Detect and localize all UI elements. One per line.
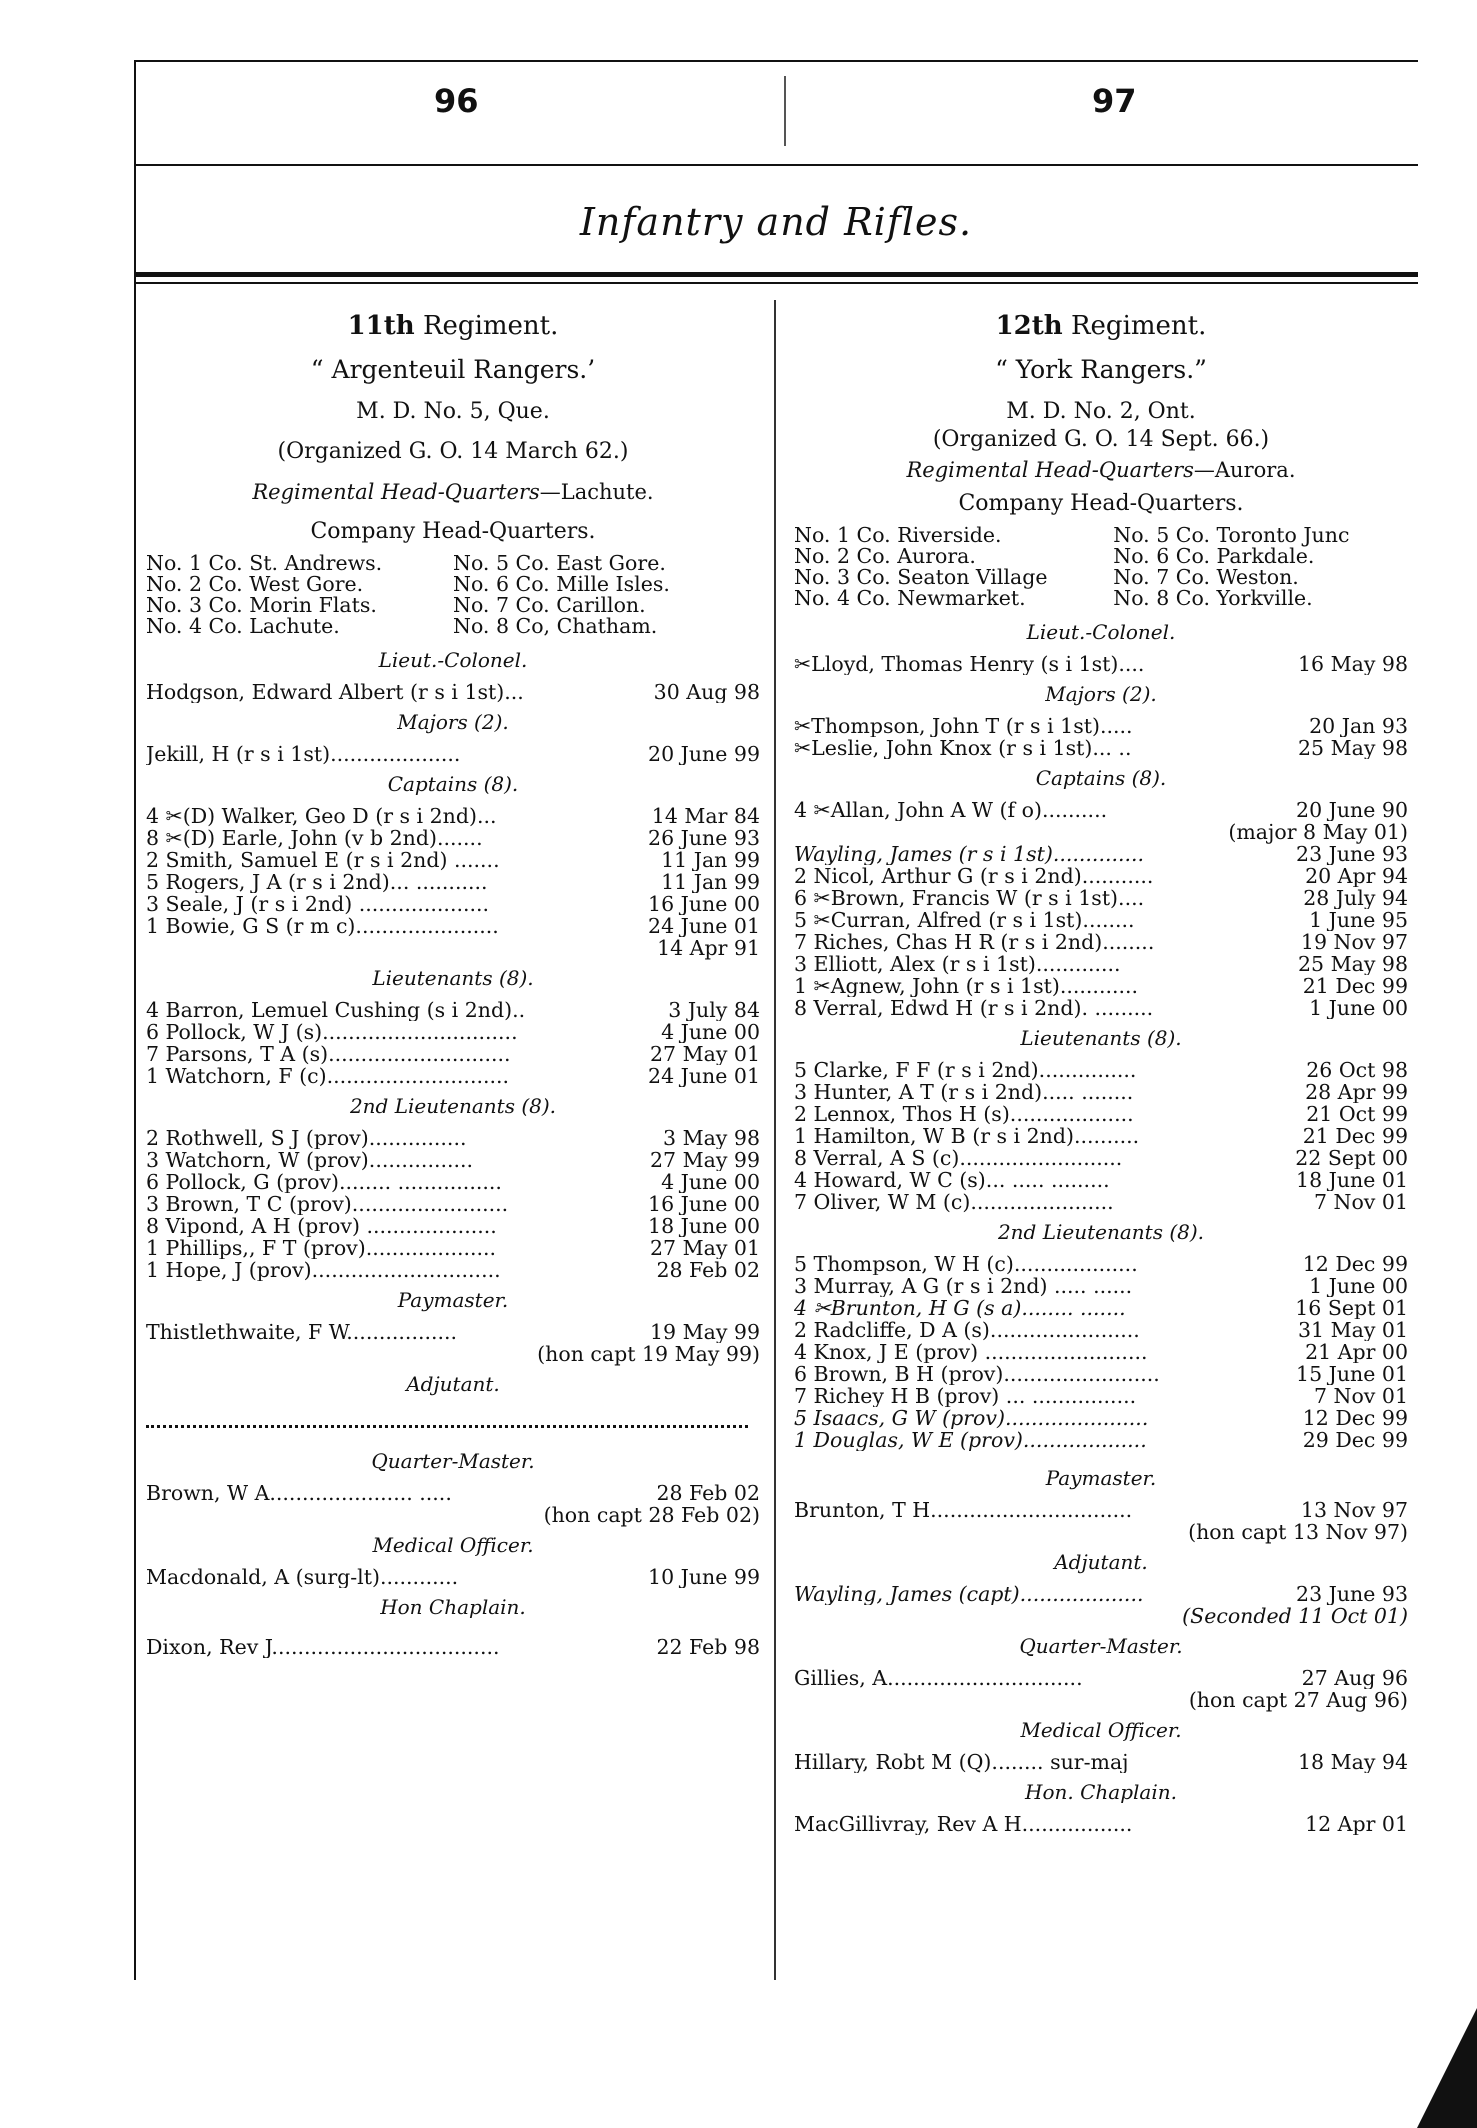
roster-entry: 4 ✂Allan, John A W (f o).......... 20 June 90 xyxy=(794,799,1408,821)
lt-col-title: Lieut.-Colonel. xyxy=(1026,620,1176,644)
roster-entry: Thistlethwaite, F W................. 19 May 99 xyxy=(146,1321,760,1343)
company-item: No. 1 Co. St. Andrews. xyxy=(146,551,383,575)
company-item: No. 6 Co. Mille Isles. xyxy=(453,572,670,596)
roster-entry: 4 ✂Brunton, H G (s a)........ ....... 16 Sept 01 xyxy=(794,1297,1408,1319)
military-district: M. D. No. 2, Ont. xyxy=(1006,399,1196,424)
roster-entry: Macdonald, A (surg-lt)............ 10 June 99 xyxy=(146,1566,760,1588)
company-item: No. 1 Co. Riverside. xyxy=(794,523,1002,547)
roster-entry: 6 ✂Brown, Francis W (r s i 1st).... 28 July 94 xyxy=(794,887,1408,909)
company-list xyxy=(146,553,760,637)
second-lts-title: 2nd Lieutenants (8). xyxy=(349,1094,557,1118)
military-district: M. D. No. 5, Que. xyxy=(356,399,550,424)
regiment-name: “ Argenteuil Rangers.’ xyxy=(310,355,596,384)
roster-entry: Wayling, James (capt)................... 23 June 93 xyxy=(794,1583,1408,1605)
roster-entry: 3 Watchorn, W (prov)................ 27 May 99 xyxy=(146,1149,760,1171)
column-12th-regiment xyxy=(794,305,1408,1835)
regiment-name: “ York Rangers.” xyxy=(995,355,1207,384)
paymaster-title: Paymaster. xyxy=(1045,1466,1157,1490)
medical-title: Medical Officer. xyxy=(372,1533,534,1557)
company-item: No. 7 Co. Weston. xyxy=(1113,565,1299,589)
roster-entry: 8 ✂(D) Earle, John (v b 2nd)....... 26 June 93 xyxy=(146,827,760,849)
roster-entry: 3 Brown, T C (prov)........................ 16 June 00 xyxy=(146,1193,760,1215)
roster-entry: ✂Leslie, John Knox (r s i 1st)... .. 25 May 98 xyxy=(794,737,1408,759)
chaplain-title: Hon Chaplain. xyxy=(380,1595,526,1619)
roster-sub-note: (Seconded 11 Oct 01) xyxy=(1182,1604,1408,1628)
roster-entry: Hillary, Robt M (Q)........ sur-maj 18 May 94 xyxy=(794,1751,1408,1773)
roster-entry: 2 Nicol, Arthur G (r s i 2nd)........... 20 Apr 94 xyxy=(794,865,1408,887)
majors-title: Majors (2). xyxy=(397,710,509,734)
title-rule-thick xyxy=(134,272,1418,277)
roster-entry: ✂Thompson, John T (r s i 1st)..... 20 Jan 93 xyxy=(794,715,1408,737)
company-item: No. 4 Co. Lachute. xyxy=(146,614,340,638)
regiment-word: Regiment. xyxy=(1070,311,1207,341)
roster-entry: 1 Hope, J (prov)............................. 28 Feb 02 xyxy=(146,1259,760,1281)
second-lts-title: 2nd Lieutenants (8). xyxy=(997,1220,1205,1244)
adjutant-title: Adjutant. xyxy=(1054,1550,1148,1574)
header-rule xyxy=(134,164,1418,166)
roster-entry: Brown, W A...................... ..... 28 Feb 02 xyxy=(146,1482,760,1504)
lieutenants-title: Lieutenants (8). xyxy=(1020,1026,1182,1050)
organized-note: (Organized G. O. 14 March 62.) xyxy=(277,439,629,464)
roster-sub-note: (hon capt 19 May 99) xyxy=(537,1342,760,1366)
roster-entry: 3 Hunter, A T (r s i 2nd)..... ........ 28 Apr 99 xyxy=(794,1081,1408,1103)
page-number-bar xyxy=(134,68,1418,164)
regiment-number: 12th xyxy=(995,311,1063,341)
regiment-heading xyxy=(794,311,1408,341)
roster-entry: 3 Seale, J (r s i 2nd) .................... 16 June 00 xyxy=(146,893,760,915)
captains-title: Captains (8). xyxy=(387,772,519,796)
chaplain-title: Hon. Chaplain. xyxy=(1025,1780,1177,1804)
roster-entry: 7 Richey H B (prov) ... ................ 7 Nov 01 xyxy=(794,1385,1408,1407)
roster-sub-note: 14 Apr 91 xyxy=(657,936,760,960)
roster-entry: Wayling, James (r s i 1st).............. 23 June 93 xyxy=(794,843,1408,865)
roster-entry: 1 Bowie, G S (r m c)...................... 24 June 01 xyxy=(146,915,760,937)
roster-entry: 1 ✂Agnew, John (r s i 1st)............ 21 Dec 99 xyxy=(794,975,1408,997)
company-hq-title: Company Head-Quarters. xyxy=(958,491,1244,516)
lieutenants-title: Lieutenants (8). xyxy=(372,966,534,990)
roster-entry: Jekill, H (r s i 1st).................... 20 June 99 xyxy=(146,743,760,765)
roster-entry: 5 Thompson, W H (c)................... 12 Dec 99 xyxy=(794,1253,1408,1275)
company-hq-title: Company Head-Quarters. xyxy=(310,519,596,544)
roster-entry: 8 Verral, A S (c)......................... 22 Sept 00 xyxy=(794,1147,1408,1169)
page-number-divider xyxy=(784,76,786,146)
roster-entry: 8 Vipond, A H (prov) .................... 18 June 00 xyxy=(146,1215,760,1237)
regimental-hq-label: Regimental Head-Quarters xyxy=(252,480,540,504)
top-rule xyxy=(134,60,1418,62)
vacant-dotted-line xyxy=(146,1425,748,1428)
regiment-number: 11th xyxy=(347,311,415,341)
regimental-hq-label: Regimental Head-Quarters xyxy=(906,458,1194,482)
roster-entry: 6 Pollock, G (prov)........ ................ 4 June 00 xyxy=(146,1171,760,1193)
regimental-hq xyxy=(146,481,760,503)
regimental-hq-place: —Aurora. xyxy=(1193,458,1296,482)
roster-entry: 4 Barron, Lemuel Cushing (s i 2nd).. 3 July 84 xyxy=(146,999,760,1021)
roster-entry: 4 Howard, W C (s)... ..... ......... 18 June 01 xyxy=(794,1169,1408,1191)
company-item: No. 6 Co. Parkdale. xyxy=(1113,544,1315,568)
medical-title: Medical Officer. xyxy=(1020,1718,1182,1742)
regiment-word: Regiment. xyxy=(422,311,559,341)
roster-entry: 5 Rogers, J A (r s i 2nd)... ........... 11 Jan 99 xyxy=(146,871,760,893)
page-frame xyxy=(134,60,1418,1980)
roster-entry: 5 Isaacs, G W (prov)...................... 12 Dec 99 xyxy=(794,1407,1408,1429)
captains-title: Captains (8). xyxy=(1035,766,1167,790)
roster-entry: 7 Parsons, T A (s)............................ 27 May 01 xyxy=(146,1043,760,1065)
roster-entry: 4 Knox, J E (prov) ......................... 21 Apr 00 xyxy=(794,1341,1408,1363)
page-number-left: 96 xyxy=(434,82,479,120)
company-item: No. 2 Co. Aurora. xyxy=(794,544,976,568)
roster-entry: 2 Lennox, Thos H (s)................... 21 Oct 99 xyxy=(794,1103,1408,1125)
page-corner-shadow xyxy=(1417,2008,1477,2128)
regiment-heading xyxy=(146,311,760,341)
roster-entry: 2 Radcliffe, D A (s)....................... 31 May 01 xyxy=(794,1319,1408,1341)
regimental-hq xyxy=(794,459,1408,481)
company-item: No. 5 Co. East Gore. xyxy=(453,551,666,575)
roster-entry: 1 Phillips,, F T (prov).................... 27 May 01 xyxy=(146,1237,760,1259)
company-item: No. 7 Co. Carillon. xyxy=(453,593,646,617)
roster-sub-note: (hon capt 28 Feb 02) xyxy=(543,1503,760,1527)
section-title: Infantry and Rifles. xyxy=(579,200,973,244)
roster-sub-note: (major 8 May 01) xyxy=(1228,820,1408,844)
roster-entry: 4 ✂(D) Walker, Geo D (r s i 2nd)... 14 Mar 84 xyxy=(146,805,760,827)
roster-entry: 5 ✂Curran, Alfred (r s i 1st)........ 1 June 95 xyxy=(794,909,1408,931)
company-item: No. 3 Co. Morin Flats. xyxy=(146,593,377,617)
majors-title: Majors (2). xyxy=(1045,682,1157,706)
roster-entry: 3 Murray, A G (r s i 2nd) ..... ...... 1 June 00 xyxy=(794,1275,1408,1297)
roster-entry: Hodgson, Edward Albert (r s i 1st)... 30 Aug 98 xyxy=(146,681,760,703)
left-rule xyxy=(134,60,136,1980)
roster-entry: Dixon, Rev J................................... 22 Feb 98 xyxy=(146,1636,760,1658)
roster-entry: ✂Lloyd, Thomas Henry (s i 1st).... 16 May 98 xyxy=(794,653,1408,675)
company-item: No. 3 Co. Seaton Village xyxy=(794,565,1048,589)
roster-entry: MacGillivray, Rev A H................. 12 Apr 01 xyxy=(794,1813,1408,1835)
title-rule-thin xyxy=(134,282,1418,284)
roster-entry: 6 Pollock, W J (s).............................. 4 June 00 xyxy=(146,1021,760,1043)
qm-title: Quarter-Master. xyxy=(1019,1634,1183,1658)
roster-entry: Brunton, T H............................... 13 Nov 97 xyxy=(794,1499,1408,1521)
lt-col-title: Lieut.-Colonel. xyxy=(378,648,528,672)
roster-entry: 1 Watchorn, F (c)............................ 24 June 01 xyxy=(146,1065,760,1087)
roster-entry: 1 Douglas, W E (prov)................... 29 Dec 99 xyxy=(794,1429,1408,1451)
column-divider xyxy=(774,300,776,1980)
roster-entry: 5 Clarke, F F (r s i 2nd)............... 26 Oct 98 xyxy=(794,1059,1408,1081)
roster-sub-note: (hon capt 13 Nov 97) xyxy=(1188,1520,1408,1544)
company-item: No. 5 Co. Toronto Junc xyxy=(1113,523,1350,547)
company-list xyxy=(794,525,1408,609)
roster-entry: 8 Verral, Edwd H (r s i 2nd). ......... 1 June 00 xyxy=(794,997,1408,1019)
roster-entry: 2 Smith, Samuel E (r s i 2nd) ....... 11 Jan 99 xyxy=(146,849,760,871)
company-item: No. 8 Co, Chatham. xyxy=(453,614,658,638)
roster-entry: 2 Rothwell, S J (prov)............... 3 May 98 xyxy=(146,1127,760,1149)
organized-note: (Organized G. O. 14 Sept. 66.) xyxy=(932,427,1270,452)
page-number-right: 97 xyxy=(1092,82,1137,120)
company-item: No. 4 Co. Newmarket. xyxy=(794,586,1026,610)
paymaster-title: Paymaster. xyxy=(397,1288,509,1312)
regimental-hq-place: —Lachute. xyxy=(539,480,654,504)
roster-entry: 7 Riches, Chas H R (r s i 2nd)........ 19 Nov 97 xyxy=(794,931,1408,953)
roster-entry: 6 Brown, B H (prov)........................ 15 June 01 xyxy=(794,1363,1408,1385)
roster-entry: Gillies, A.............................. 27 Aug 96 xyxy=(794,1667,1408,1689)
company-item: No. 2 Co. West Gore. xyxy=(146,572,364,596)
qm-title: Quarter-Master. xyxy=(371,1449,535,1473)
column-11th-regiment xyxy=(146,305,760,1658)
adjutant-title: Adjutant. xyxy=(406,1372,500,1396)
roster-entry: 3 Elliott, Alex (r s i 1st)............. 25 May 98 xyxy=(794,953,1408,975)
company-item: No. 8 Co. Yorkville. xyxy=(1113,586,1313,610)
roster-sub-note: (hon capt 27 Aug 96) xyxy=(1188,1688,1408,1712)
roster-entry: 7 Oliver, W M (c)...................... 7 Nov 01 xyxy=(794,1191,1408,1213)
roster-entry: 1 Hamilton, W B (r s i 2nd).......... 21 Dec 99 xyxy=(794,1125,1408,1147)
